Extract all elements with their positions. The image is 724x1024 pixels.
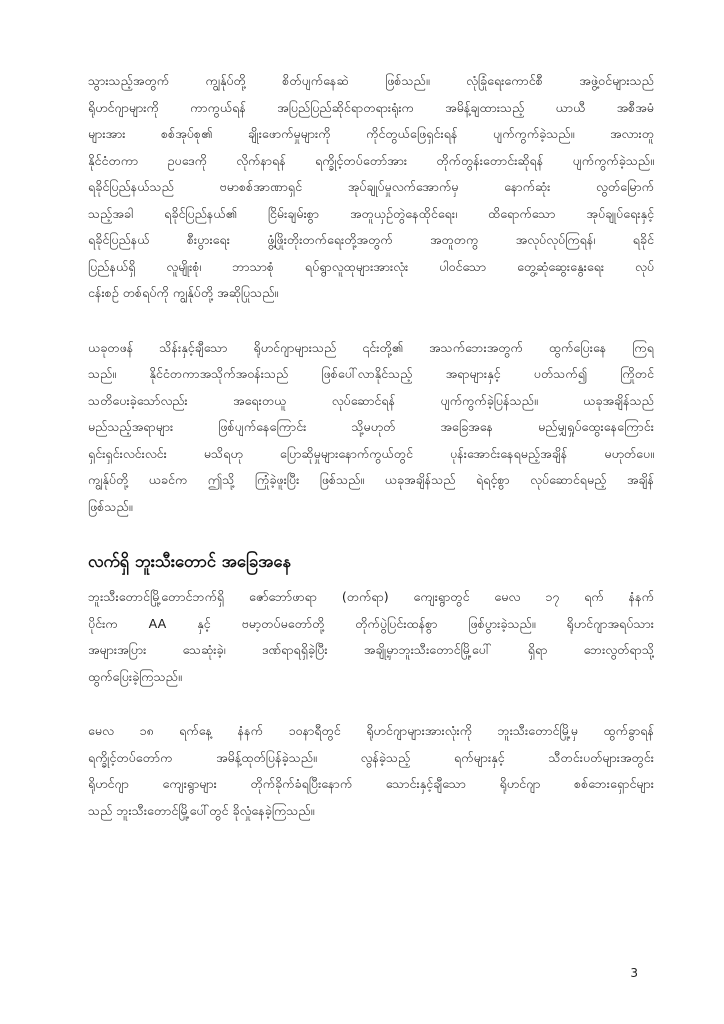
section-heading: လက်ရှိ ဘူးသီးတောင် အခြေအနေ [88, 552, 291, 571]
paragraph-line: ပိုင်းက AA နှင့် ဗမာ့တပ်မတော်တို့ တိုက်ပွဲပြင်းထန်စွာ ဖြစ်ပွားခဲ့သည်။ ရိုဟင်ဂျာအရပ်သား [88, 615, 654, 631]
paragraph-line: မေလ ၁၈ ရက်နေ့ နံနက် ၁၀နာရီတွင် ရိုဟင်ဂျာများအားလုံးကို ဘူးသီးတောင်မြို့မှ ထွက်ခွာရန် [88, 723, 654, 738]
paragraph-line: ရှင်းရှင်းလင်းလင်း မသိရဟု ပြောဆိုမှုများနောက်ကွယ်တွင် ပုန်းအောင်းနေရမည့်အချိန် မဟုတ်ပေ။ [88, 445, 654, 461]
paragraph-line: သည် ဘူးသီးတောင်မြို့ပေါ်တွင် ခိုလှုံနေခဲ့ကြသည်။ [88, 802, 315, 818]
paragraph-line: များအား စစ်အုပ်စု၏ ချိုးဖောက်မှုများကို ကိုင်တွယ်ဖြေရှင်းရန် ပျက်ကွက်ခဲ့သည်။ အလားတူ [88, 126, 654, 141]
paragraph-line: ဘူးသီးတောင်မြို့တောင်ဘက်ရှိ ဇော်ဘော်ဖာရာ (တက်ရာ) ကျေးရွာတွင် မေလ ၁၇ ရက် နံနက် [88, 589, 654, 604]
paragraph-line: မည်သည့်အရာများ ဖြစ်ပျက်နေကြောင်း သို့မဟုတ် အခြေအနေ မည်မျှရှုပ်ထွေးနေကြောင်း [88, 419, 654, 434]
paragraph-line: သွားသည့်အတွက် ကျွန်ုပ်တို့ စိတ်ပျက်နေဆဲ ဖြစ်သည်။ လုံခြုံရေးကောင်စီ အဖွဲ့ဝင်များသည် [88, 73, 654, 88]
paragraph-line: အများအပြား သေဆုံးခဲ့၊ ဒဏ်ရာရရှိခဲ့ပြီး အချို့မှာဘူးသီးတောင်မြို့ပေါ် ရှိရာ ဘေးလွတ်ရာသို့ [88, 642, 654, 657]
paragraph-1 [88, 68, 654, 307]
paragraph-line: ရခိုင်ပြည်နယ်သည် ဗမာစစ်အာဏာရှင် အုပ်ချုပ်မှုလက်အောက်မှ နောက်ဆုံး လွတ်မြောက် [88, 179, 654, 194]
paragraph-line: ရက္ခိုင့်တပ်တော်က အမိန့်ထုတ်ပြန်ခဲ့သည်။ လွန်ခဲ့သည့် ရက်များနှင့် သီတင်းပတ်များအတွင်း [88, 749, 654, 765]
paragraph-line: နိုင်ငံတကာ ဥပဒေကို လိုက်နာရန် ရက္ခိုင့်တပ်တော်အား တိုက်တွန်းတောင်းဆိုရန် ပျက်ကွက်ခဲ့သည်။ [88, 152, 654, 168]
paragraph-line: ရိုဟင်ဂျာ ကျေးရွာများ တိုက်ခိုက်ခံရပြီးနောက် သောင်းနှင့်ချီသော ရိုဟင်ဂျာ စစ်ဘေးရှောင်များ [88, 776, 654, 791]
paragraph-line: သည့်အခါ ရခိုင်ပြည်နယ်၏ ငြိမ်းချမ်းစွာ အတူယှဉ်တွဲနေထိုင်ရေး၊ ထိရောက်သော အုပ်ချုပ်ရေးနှင့် [88, 205, 654, 221]
paragraph-line: ဖြစ်သည်။ [88, 498, 133, 514]
paragraph-line: သတိပေးခဲ့သော်လည်း အရေးတယူ လုပ်ဆောင်ရန် ပျက်ကွက်ခဲ့ပြန်သည်။ ယခုအချိန်သည် [88, 392, 654, 408]
paragraph-line: ထွက်ပြေးခဲ့ကြသည်။ [88, 668, 182, 684]
paragraph-line: ကျွန်ုပ်တို့ ယခင်က ဤသို့ ကြုံခဲ့ဖူးပြီး ဖြစ်သည်။ ယခုအချိန်သည် ရဲရင့်စွာ လုပ်ဆောင်ရမည့် အချိန် [88, 472, 654, 487]
paragraph-2 [88, 335, 654, 521]
paragraph-line: ငန်းစဉ် တစ်ရပ်ကို ကျွန်ုပ်တို့ အဆိုပြုသည်။ [88, 285, 279, 300]
paragraph-3 [88, 584, 654, 690]
page-number: 3 [630, 966, 638, 980]
paragraph-line: ရိုဟင်ဂျာများကို ကာကွယ်ရန် အပြည်ပြည်ဆိုင်ရာတရားရုံးက အမိန့်ချထားသည့် ယာယီ အစီအမံ [88, 99, 654, 115]
paragraph-line: ပြည်နယ်ရှိ လူမျိုးစုံ၊ ဘာသာစုံ ရပ်ရွာလူထုများအားလုံး ပါဝင်သော တွေ့ဆုံဆွေးနွေးရေး လုပ် [88, 258, 654, 274]
paragraph-line: ရခိုင်ပြည်နယ် စီးပွားရေး ဖွံ့ဖြိုးတိုးတက်ရေးတို့အတွက် အတူတကွ အလုပ်လုပ်ကြရန်၊ ရခိုင် [88, 232, 654, 247]
paragraph-line: ယခုတဖန် သိန်းနှင့်ချီသော ရိုဟင်ဂျာများသည် ၎င်းတို့၏ အသက်ဘေးအတွက် ထွက်ပြေးနေ ကြရ [88, 339, 654, 355]
paragraph-4 [88, 718, 654, 824]
paragraph-line: သည်။ နိုင်ငံတကာအသိုက်အဝန်းသည် ဖြစ်ပေါ်လာနိုင်သည့် အရာများနှင့် ပတ်သက်၍ ကြိုတင် [88, 366, 654, 381]
